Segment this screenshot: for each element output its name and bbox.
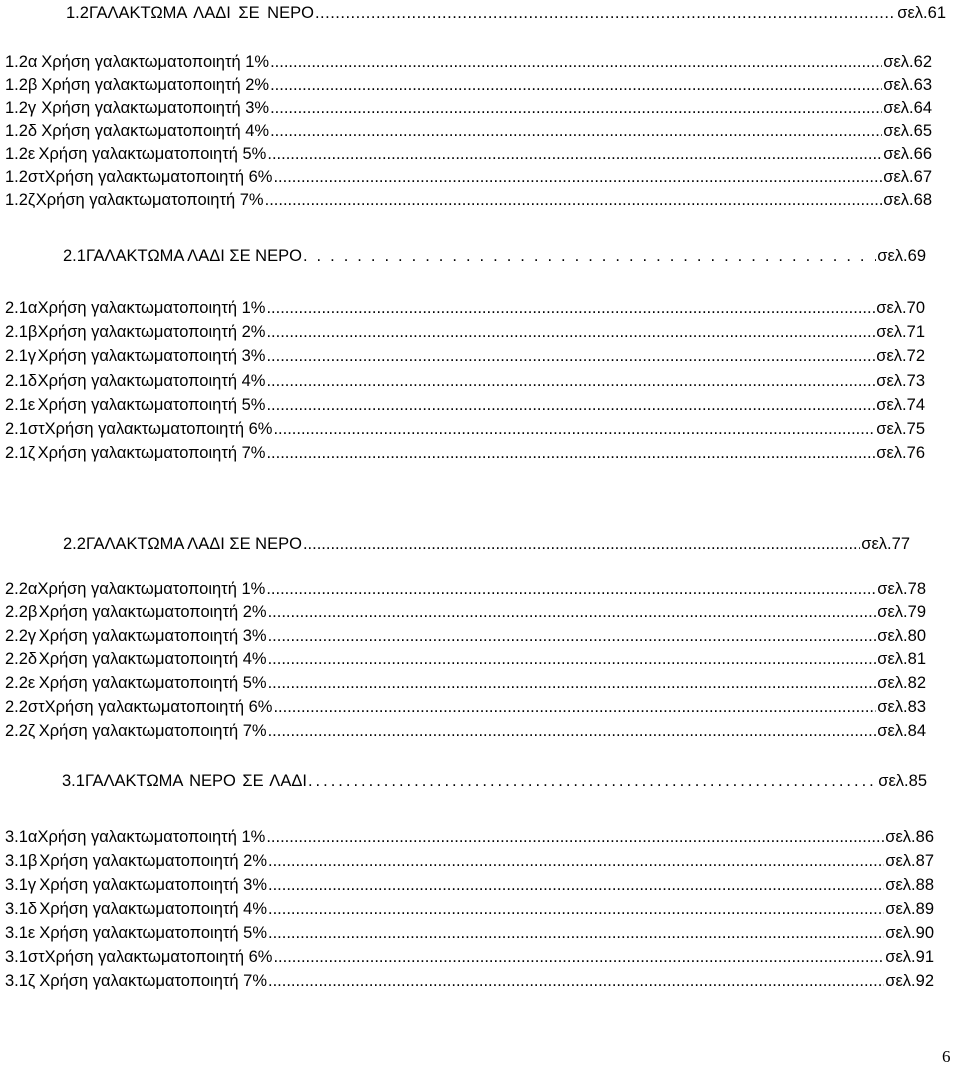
toc-page-ref: σελ.75 [876,420,925,438]
toc-entry-title: Χρήση γαλακτωματοποιητή 2% [41,76,270,94]
toc-entry-number: 2.1α [5,299,38,317]
toc-entry-number: 3.1γ [5,876,37,894]
toc-entry-number: 2.2α [5,580,38,598]
dot-leader [303,533,860,555]
toc-page-ref: σελ.80 [877,627,926,645]
toc-entry[interactable] [5,97,932,119]
toc-heading-number: 1.2 [66,4,89,22]
toc-entry-number: 3.1δ [5,900,38,918]
toc-entry-title: Χρήση γαλακτωματοποιητή 6% [44,698,273,716]
toc-entry-number: 2.2στ [5,698,45,716]
toc-entry[interactable] [5,51,932,73]
toc-heading-3-1[interactable] [62,770,927,792]
toc-entry-title: Χρήση γαλακτωματοποιητή 4% [37,372,266,390]
toc-entry-title: Χρήση γαλακτωματοποιητή 5% [39,924,268,942]
toc-entry[interactable] [5,970,934,992]
toc-entry-number: 1.2δ [5,122,38,140]
toc-entry[interactable] [5,720,926,742]
toc-entry-title: Χρήση γαλακτωματοποιητή 6% [44,948,273,966]
dot-leader [268,720,877,742]
dot-leader [273,166,882,188]
toc-entry-title: Χρήση γαλακτωματοποιητή 1% [41,53,270,71]
dot-leader [273,946,884,968]
toc-entry[interactable] [5,601,926,623]
toc-heading-title: ΓΑΛΑΚΤΩΜΑ ΛΑΔΙ ΣΕ ΝΕΡΟ [85,247,302,265]
dot-leader [266,297,875,319]
toc-page-ref: σελ.83 [877,698,926,716]
toc-entry-number: 2.2ζ [5,722,36,740]
dot-leader [266,826,884,848]
toc-page-ref: σελ.65 [883,122,932,140]
toc-entry[interactable] [5,442,925,464]
toc-entry[interactable] [5,826,934,848]
toc-entry[interactable] [5,321,925,343]
toc-page-ref: σελ.87 [885,852,934,870]
dot-leader [303,245,876,267]
toc-entry-title: Χρήση γαλακτωματοποιητή 2% [38,603,267,621]
dot-leader [270,120,882,142]
toc-page-ref: σελ.78 [877,580,926,598]
dot-leader [268,672,877,694]
toc-entry[interactable] [5,394,925,416]
toc-entry-title: Χρήση γαλακτωματοποιητή 2% [39,852,268,870]
toc-page-ref: σελ.79 [877,603,926,621]
toc-entry-number: 2.2γ [5,627,37,645]
toc-page-ref: σελ.61 [897,4,946,22]
toc-entry-title: Χρήση γαλακτωματοποιητή 4% [39,900,268,918]
toc-entry-number: 3.1στ [5,948,45,966]
toc-entry-number: 1.2β [5,76,38,94]
toc-entry[interactable] [5,874,934,896]
dot-leader [266,370,875,392]
toc-entry-title: Χρήση γαλακτωματοποιητή 2% [37,323,266,341]
toc-page-ref: σελ.69 [877,247,926,265]
toc-heading-2-2[interactable] [63,533,910,555]
toc-entry[interactable] [5,578,926,600]
dot-leader [266,394,875,416]
toc-entry-title: Χρήση γαλακτωματοποιητή 6% [44,168,273,186]
toc-entry-title: Χρήση γαλακτωματοποιητή 7% [37,444,266,462]
toc-entry-number: 1.2ζ [5,191,36,209]
toc-page-ref: σελ.71 [876,323,925,341]
toc-entry[interactable] [5,189,932,211]
toc-entry-number: 2.1δ [5,372,38,390]
toc-page-ref: σελ.66 [883,145,932,163]
toc-page-ref: σελ.73 [876,372,925,390]
toc-entry[interactable] [5,345,925,367]
toc-entry-number: 1.2γ [5,99,37,117]
dot-leader [268,922,884,944]
toc-entry-title: Χρήση γαλακτωματοποιητή 3% [41,99,270,117]
toc-entry-title: Χρήση γαλακτωματοποιητή 5% [37,396,266,414]
toc-page-ref: σελ.92 [885,972,934,990]
toc-page-ref: σελ.67 [883,168,932,186]
toc-entry[interactable] [5,418,925,440]
toc-entry-number: 2.2δ [5,650,38,668]
dot-leader [270,51,882,73]
toc-page-ref: σελ.89 [885,900,934,918]
toc-entry[interactable] [5,143,932,165]
dot-leader [268,970,884,992]
dot-leader [268,625,877,647]
toc-entry-title: Χρήση γαλακτωματοποιητή 5% [38,145,267,163]
toc-page-ref: σελ.76 [876,444,925,462]
dot-leader [270,97,882,119]
toc-page-ref: σελ.88 [885,876,934,894]
toc-entry-title: Χρήση γαλακτωματοποιητή 1% [37,828,266,846]
dot-leader [267,143,882,165]
toc-entry-number: 1.2α [5,53,38,71]
toc-page-ref: σελ.81 [877,650,926,668]
toc-heading-number: 2.2 [63,535,86,553]
toc-page-ref: σελ.64 [883,99,932,117]
dot-leader [266,321,875,343]
toc-heading-2-1[interactable] [63,245,926,267]
toc-page-ref: σελ.91 [885,948,934,966]
toc-heading-1-2[interactable] [66,2,946,24]
toc-entry-number: 3.1β [5,852,38,870]
toc-entry[interactable] [5,850,934,872]
toc-page-ref: σελ.90 [885,924,934,942]
toc-entry-number: 1.2ε [5,145,36,163]
toc-entry-title: Χρήση γαλακτωματοποιητή 3% [37,347,266,365]
dot-leader [266,578,876,600]
toc-entry-title: Χρήση γαλακτωματοποιητή 1% [37,580,266,598]
toc-page-ref: σελ.70 [876,299,925,317]
toc-heading-title: ΓΑΛΑΚΤΩΜΑ ΛΑΔΙ ΣΕ ΝΕΡΟ [88,4,314,22]
toc-entry[interactable] [5,625,926,647]
toc-entry[interactable] [5,696,926,718]
toc-entry[interactable] [5,370,925,392]
toc-entry-number: 3.1ζ [5,972,36,990]
toc-page-ref: σελ.82 [877,674,926,692]
toc-entry-title: Χρήση γαλακτωματοποιητή 4% [38,650,267,668]
dot-leader [268,850,884,872]
toc-entry-number: 2.1γ [5,347,37,365]
toc-page-ref: σελ.86 [885,828,934,846]
toc-entry-number: 2.1ε [5,396,36,414]
dot-leader [268,898,884,920]
toc-heading-number: 2.1 [63,247,86,265]
toc-page-ref: σελ.68 [883,191,932,209]
dot-leader [273,696,876,718]
toc-entry[interactable] [5,297,925,319]
toc-entry[interactable] [5,120,932,142]
toc-heading-number: 3.1 [62,772,85,790]
toc-entry-title: Χρήση γαλακτωματοποιητή 3% [39,876,268,894]
toc-entry-title: Χρήση γαλακτωματοποιητή 5% [38,674,267,692]
toc-entry-number: 3.1ε [5,924,36,942]
dot-leader [268,648,877,670]
dot-leader [308,770,877,792]
toc-page-ref: σελ.84 [877,722,926,740]
toc-entry-title: Χρήση γαλακτωματοποιητή 3% [38,627,267,645]
dot-leader [315,2,896,24]
dot-leader [266,345,875,367]
toc-entry-number: 2.2ε [5,674,36,692]
toc-entry[interactable] [5,922,934,944]
toc-entry[interactable] [5,648,926,670]
toc-entry[interactable] [5,672,926,694]
page-number: 6 [942,1047,951,1066]
dot-leader [268,874,884,896]
toc-entry-number: 1.2στ [5,168,45,186]
toc-entry-title: Χρήση γαλακτωματοποιητή 7% [39,972,268,990]
toc-page-ref: σελ.77 [861,535,910,553]
toc-page-ref: σελ.74 [876,396,925,414]
toc-entry-title: Χρήση γαλακτωματοποιητή 6% [44,420,273,438]
toc-page-ref: σελ.63 [883,76,932,94]
toc-entry-number: 2.1στ [5,420,45,438]
toc-entry[interactable] [5,946,934,968]
toc-heading-title: ΓΑΛΑΚΤΩΜΑ ΝΕΡΟ ΣΕ ΛΑΔΙ [84,772,307,790]
toc-entry[interactable] [5,166,932,188]
toc-entry[interactable] [5,898,934,920]
toc-entry-title: Χρήση γαλακτωματοποιητή 7% [35,191,264,209]
dot-leader [273,418,875,440]
toc-entry-title: Χρήση γαλακτωματοποιητή 7% [38,722,267,740]
toc-page-ref: σελ.72 [876,347,925,365]
dot-leader [265,189,883,211]
toc-entry-number: 3.1α [5,828,38,846]
toc-page-ref: σελ.85 [878,772,927,790]
dot-leader [270,74,882,96]
toc-page-ref: σελ.62 [883,53,932,71]
toc-entry-number: 2.2β [5,603,38,621]
toc-entry-title: Χρήση γαλακτωματοποιητή 1% [37,299,266,317]
toc-entry-number: 2.1β [5,323,38,341]
toc-entry[interactable] [5,74,932,96]
toc-heading-title: ΓΑΛΑΚΤΩΜΑ ΛΑΔΙ ΣΕ ΝΕΡΟ [85,535,302,553]
toc-entry-number: 2.1ζ [5,444,36,462]
dot-leader [268,601,877,623]
dot-leader [266,442,875,464]
toc-entry-title: Χρήση γαλακτωματοποιητή 4% [41,122,270,140]
